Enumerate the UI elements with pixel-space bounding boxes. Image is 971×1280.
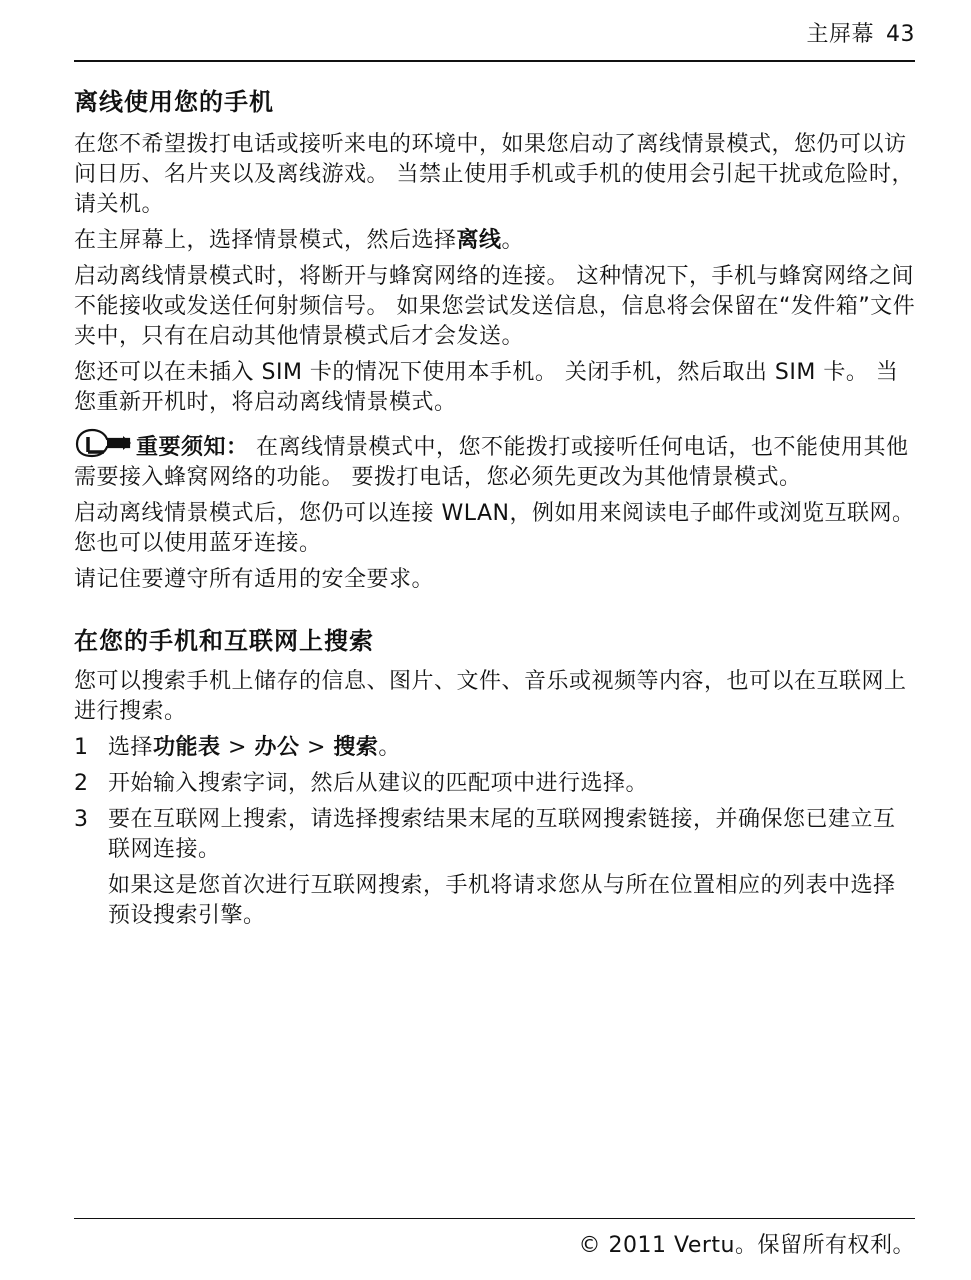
menu-path-functions: 功能表	[153, 735, 221, 760]
menu-path-separator: >	[220, 735, 255, 760]
step-text-prefix: 选择	[108, 735, 154, 760]
header-section-title: 主屏幕	[806, 22, 874, 47]
paragraph-search-intro: 您可以搜索手机上储存的信息、图片、文件、音乐或视频等内容，也可以在互联网上进行搜索。	[74, 669, 907, 724]
note-text: 在离线情景模式中，您不能拨打或接听任何电话，也不能使用其他需要接入蜂窝网络的功能。 要拨打电话，您必须先更改为其他情景模式。	[74, 435, 909, 490]
paragraph-offline-select	[74, 226, 916, 256]
page-number: 43	[886, 22, 915, 47]
paragraph-offline-sim: 您还可以在未插入 SIM 卡的情况下使用本手机。 关闭手机，然后取出 SIM 卡。 当您重新开机时，将启动离线情景模式。	[74, 360, 899, 415]
paragraph-offline-select-suffix: 。	[501, 228, 525, 253]
step-text-suffix: 。	[378, 735, 401, 760]
paragraph-offline-safety: 请记住要遵守所有适用的安全要求。	[74, 567, 435, 592]
step-text: 要在互联网上搜索，请选择搜索结果末尾的互联网搜索链接，并确保您已建立互联网连接。	[108, 807, 896, 862]
header-text	[806, 22, 915, 48]
paragraph-offline-intro: 在您不希望拨打电话或接听来电的环境中，如果您启动了离线情景模式，您仍可以访问日历、名片夹以及离线游戏。 当禁止使用手机或手机的使用会引起干扰或危险时，请关机。	[74, 132, 914, 217]
paragraph-offline-wlan: 启动离线情景模式后，您仍可以连接 WLAN，例如用来阅读电子邮件或浏览互联网。 您也可以使用蓝牙连接。	[74, 501, 915, 556]
page-footer	[74, 1218, 915, 1269]
offline-option-label: 离线	[456, 228, 502, 253]
menu-path-search: 搜索	[333, 735, 379, 760]
copyright-text: © 2011 Vertu。保留所有权利。	[578, 1233, 915, 1258]
step-number: 1	[74, 735, 89, 760]
step-number: 2	[74, 771, 89, 796]
list-item	[74, 769, 916, 799]
menu-path-office: 办公	[254, 735, 300, 760]
note-label: 重要须知：	[136, 435, 249, 460]
step-number: 3	[74, 807, 89, 832]
page-content	[74, 78, 916, 937]
search-steps-list	[74, 733, 916, 931]
step-extra-text: 如果这是您首次进行互联网搜索，手机将请求您从与所在位置相应的列表中选择预设搜索引擎。	[108, 873, 896, 928]
section-title-offline: 离线使用您的手机	[74, 88, 274, 116]
step-text: 开始输入搜索字词，然后从建议的匹配项中进行选择。	[108, 771, 649, 796]
list-item	[74, 733, 916, 763]
important-note	[74, 428, 916, 493]
hand-pointing-icon	[74, 428, 132, 458]
list-item	[74, 805, 916, 931]
paragraph-offline-select-prefix: 在主屏幕上，选择情景模式，然后选择	[74, 228, 457, 253]
paragraph-offline-network: 启动离线情景模式时，将断开与蜂窝网络的连接。 这种情况下，手机与蜂窝网络之间不能接收或发送任何射频信号。 如果您尝试发送信息，信息将会保留在“发件箱”文件夹中，只有在启动其他情景模式后才会发送。	[74, 264, 916, 349]
menu-path-separator: >	[299, 735, 334, 760]
section-title-search: 在您的手机和互联网上搜索	[74, 627, 374, 655]
page-header	[74, 22, 915, 62]
